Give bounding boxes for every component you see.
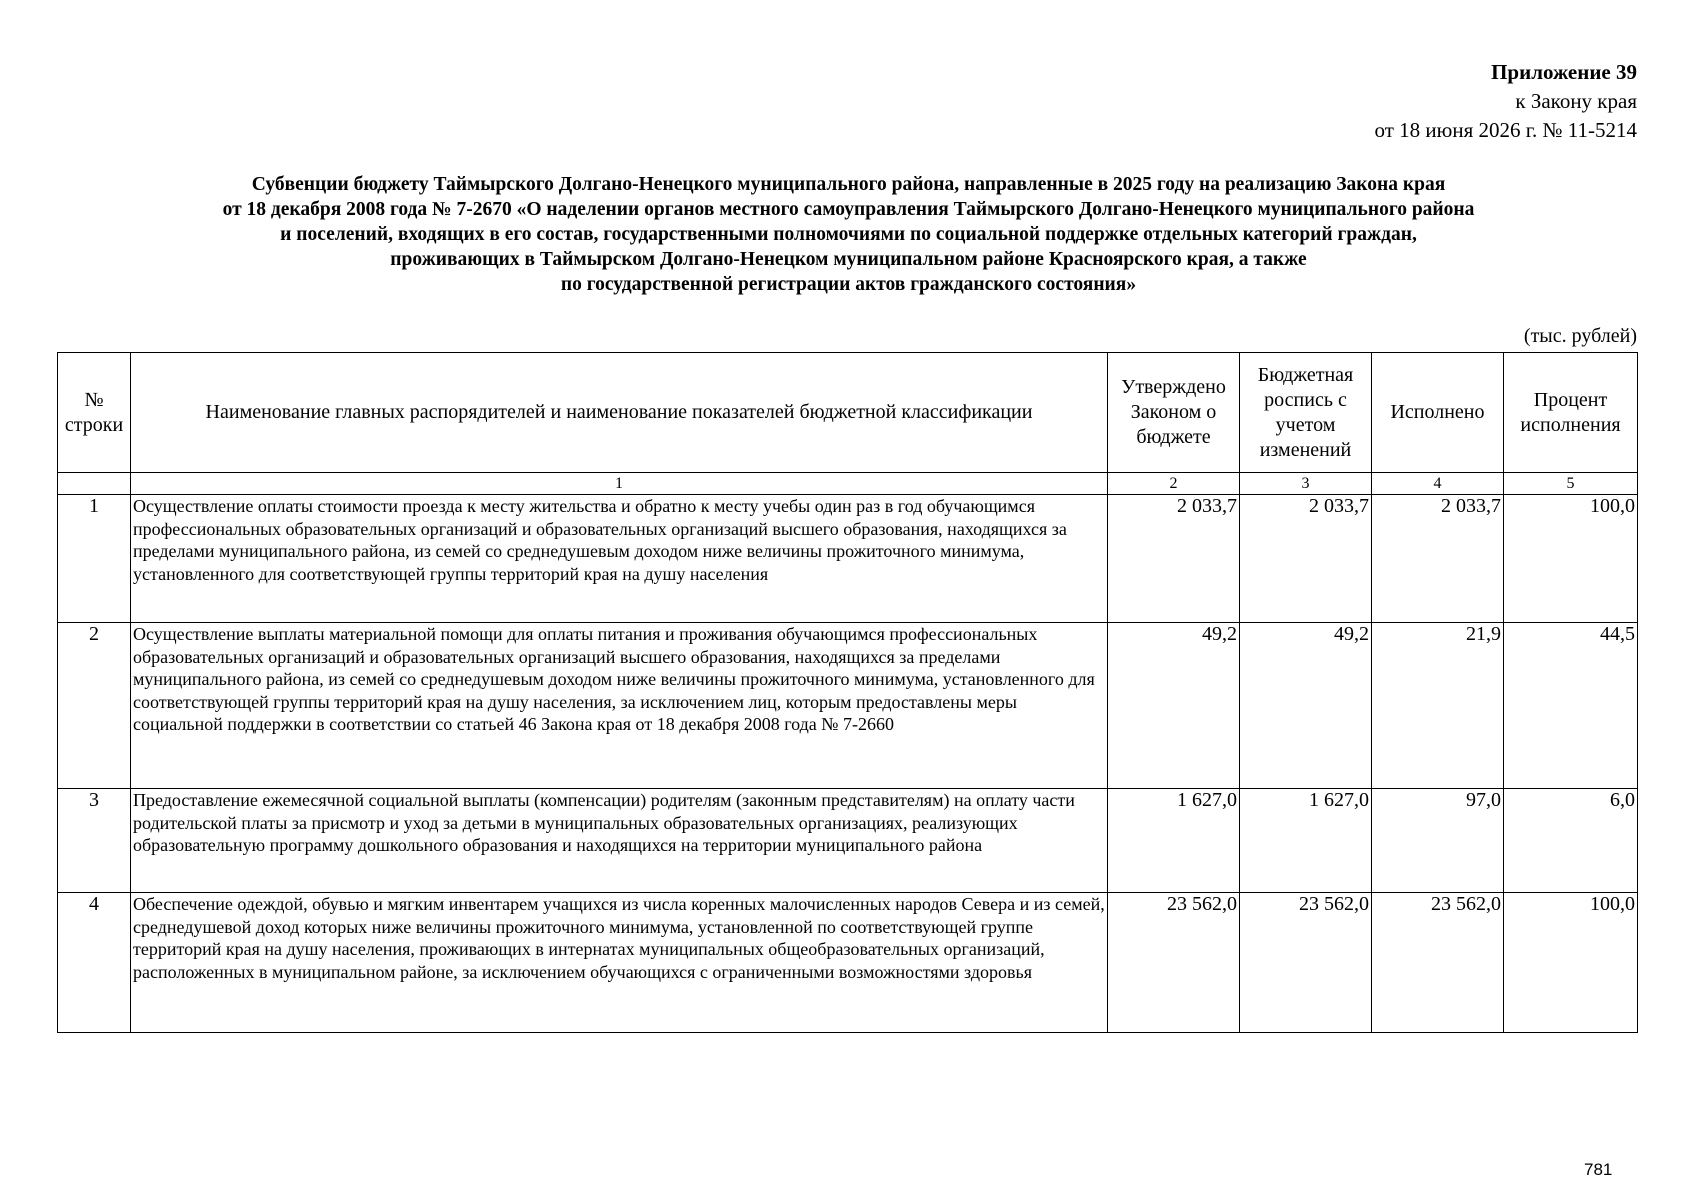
appendix-number: Приложение 39 xyxy=(1491,60,1637,84)
title-line: и поселений, входящих в его состав, государственными полномочиями по социальной поддержке отдельных категорий граждан, xyxy=(280,224,1417,245)
row-approved: 1 627,0 xyxy=(1108,789,1240,893)
row-description: Обеспечение одеждой, обувью и мягким инвентарем учащихся из числа коренных малочисленных народов Севера и из семей, среднедушевой доход которых ниже величины прожиточного минимума, установленной по соответствующей группе территорий края на душу населения, проживающих в интернатах муниципальных общеобразовательных организаций, расположенных в муниципальном районе, за исключением обучающихся с ограниченными возможностями здоровья xyxy=(131,893,1108,1033)
header-row-number: № строки xyxy=(58,353,131,473)
unit-label: (тыс. рублей) xyxy=(1523,325,1637,347)
row-approved: 2 033,7 xyxy=(1108,495,1240,623)
table-header-row xyxy=(58,353,1638,473)
column-number: 2 xyxy=(1108,473,1240,495)
row-executed: 2 033,7 xyxy=(1372,495,1504,623)
row-number: 3 xyxy=(58,789,131,893)
subvention-table xyxy=(57,352,1638,1033)
row-schedule: 2 033,7 xyxy=(1240,495,1372,623)
title-line: Субвенции бюджету Таймырского Долгано-Ненецкого муниципального района, направленные в 2025 году на реализацию Закона края xyxy=(251,174,1446,195)
header-executed: Исполнено xyxy=(1372,353,1504,473)
header-schedule: Бюджетная роспись с учетом изменений xyxy=(1240,353,1372,473)
column-number: 3 xyxy=(1240,473,1372,495)
table-row xyxy=(58,789,1638,893)
row-schedule: 49,2 xyxy=(1240,623,1372,789)
row-description: Предоставление ежемесячной социальной выплаты (компенсации) родителям (законным представителям) на оплату части родительской платы за присмотр и уход за детьми в муниципальных образовательных организациях, реализующих образовательную программу дошкольного образования и находящихся на территории муниципального района xyxy=(131,789,1108,893)
title-line: проживающих в Таймырском Долгано-Ненецком муниципальном районе Красноярского края, а также xyxy=(390,249,1307,270)
column-number-empty xyxy=(58,473,131,495)
column-number: 5 xyxy=(1504,473,1638,495)
row-approved: 23 562,0 xyxy=(1108,893,1240,1033)
row-percent: 100,0 xyxy=(1504,893,1638,1033)
header-name: Наименование главных распорядителей и наименование показателей бюджетной классификации xyxy=(131,353,1108,473)
row-description: Осуществление оплаты стоимости проезда к месту жительства и обратно к месту учебы один раз в год обучающимся профессиональных образовательных организаций и образовательных организаций высшего образования, находящихся за пределами муниципального района, из семей со среднедушевым доходом ниже величины прожиточного минимума, установленного для соответствующей группы территорий края на душу населения xyxy=(131,495,1108,623)
column-number: 1 xyxy=(131,473,1108,495)
row-approved: 49,2 xyxy=(1108,623,1240,789)
table-row xyxy=(58,893,1638,1033)
table-row xyxy=(58,623,1638,789)
row-executed: 23 562,0 xyxy=(1372,893,1504,1033)
row-percent: 44,5 xyxy=(1504,623,1638,789)
page-number: 781 xyxy=(1584,1160,1613,1179)
row-executed: 21,9 xyxy=(1372,623,1504,789)
column-number-row xyxy=(58,473,1638,495)
column-number: 4 xyxy=(1372,473,1504,495)
header-approved: Утверждено Законом о бюджете xyxy=(1108,353,1240,473)
appendix-block xyxy=(1375,58,1637,145)
row-executed: 97,0 xyxy=(1372,789,1504,893)
row-number: 2 xyxy=(58,623,131,789)
row-description: Осуществление выплаты материальной помощи для оплаты питания и проживания обучающимся профессиональных образовательных организаций и образовательных организаций высшего образования, находящихся за пределами муниципального района, из семей со среднедушевым доходом ниже величины прожиточного минимума, установленного для соответствующей группы территорий края на душу населения, за исключением лиц, которым предоставлены меры социальной поддержки в соответствии со статьей 46 Закона края от 18 декабря 2008 года № 7-2660 xyxy=(131,623,1108,789)
appendix-law-ref: к Закону края xyxy=(1515,89,1637,113)
appendix-date: от 18 июня 2026 г. № 11-5214 xyxy=(1374,118,1637,142)
header-percent: Процент исполнения xyxy=(1504,353,1638,473)
row-schedule: 23 562,0 xyxy=(1240,893,1372,1033)
title-line: по государственной регистрации актов гражданского состояния» xyxy=(560,274,1137,295)
row-schedule: 1 627,0 xyxy=(1240,789,1372,893)
table-row xyxy=(58,495,1638,623)
title-line: от 18 декабря 2008 года № 7-2670 «О наделении органов местного самоуправления Таймырского Долгано-Ненецкого муниципального района xyxy=(222,199,1475,220)
row-number: 1 xyxy=(58,495,131,623)
row-percent: 100,0 xyxy=(1504,495,1638,623)
document-title xyxy=(0,172,1697,297)
row-percent: 6,0 xyxy=(1504,789,1638,893)
row-number: 4 xyxy=(58,893,131,1033)
